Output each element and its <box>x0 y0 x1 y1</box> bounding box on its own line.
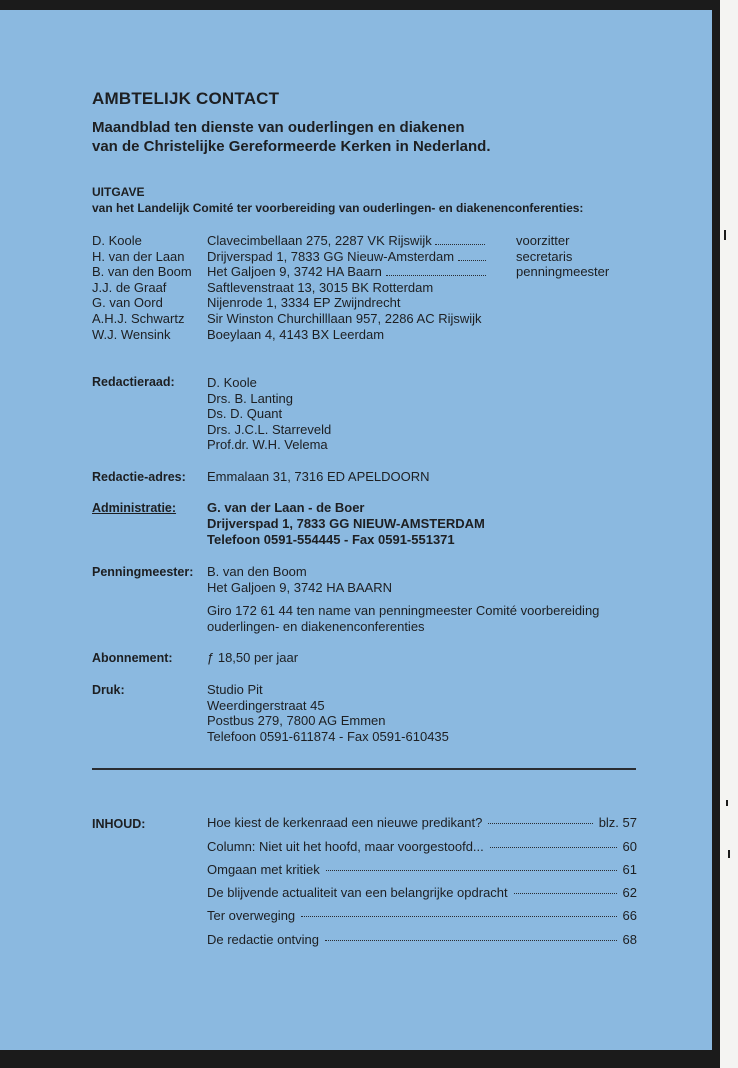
toc-entry-title: Column: Niet uit het hoofd, maar voorgestoofd... <box>207 839 484 854</box>
toc-entry-page: 62 <box>622 885 637 900</box>
toc-entry-page: 68 <box>622 932 637 947</box>
board-addresses <box>207 233 486 342</box>
board-names <box>92 233 192 342</box>
treasurer-details <box>207 564 392 595</box>
subtitle-line-1: Maandblad ten dienste van ouderlingen en diakenen <box>92 119 465 136</box>
subscription-price: ƒ 18,50 per jaar <box>207 650 299 665</box>
board-address-row: Sir Winston Churchilllaan 957, 2286 AC Rijswijk <box>207 310 482 326</box>
board-address-row: Boeylaan 4, 4143 BX Leerdam <box>207 326 385 342</box>
leader-dots <box>488 823 592 824</box>
toc-entry-title: Hoe kiest de kerkenraad een nieuwe predikant? <box>207 815 483 830</box>
scan-border-right <box>712 0 720 1068</box>
printer-label: Druk: <box>92 683 125 697</box>
board-name: G. van Oord <box>92 295 163 311</box>
board-address-row <box>207 233 486 249</box>
toc-entry[interactable] <box>207 932 637 952</box>
treasurer-line: B. van den Boom <box>207 564 307 579</box>
leader-dots <box>326 870 617 871</box>
board-name: B. van den Boom <box>92 264 192 280</box>
magazine-title: AMBTELIJK CONTACT <box>92 89 280 108</box>
subtitle-line-2: van de Christelijke Gereformeerde Kerken in Nederland. <box>92 138 491 155</box>
leader-dots <box>386 266 486 276</box>
publisher-text: van het Landelijk Comité ter voorbereiding van ouderlingen- en diakenenconferenties: <box>92 201 584 215</box>
leader-dots <box>514 893 617 894</box>
publisher-heading: UITGAVE <box>92 185 145 199</box>
toc-entry-title: Omgaan met kritiek <box>207 862 320 877</box>
editorial-address: Emmalaan 31, 7316 ED APELDOORN <box>207 469 430 484</box>
scan-border-bottom <box>0 1050 720 1068</box>
treasurer-label: Penningmeester: <box>92 565 194 579</box>
printer-line: Studio Pit <box>207 682 263 697</box>
board-address-row <box>207 264 486 280</box>
editorial-address-label: Redactie-adres: <box>92 470 186 484</box>
leader-dots <box>458 251 486 261</box>
board-address: Drijverspad 1, 7833 GG Nieuw-Amsterdam <box>207 248 455 264</box>
editorial-board-members <box>207 375 331 453</box>
toc-entry-page: 60 <box>622 839 637 854</box>
scan-border-top <box>0 0 720 10</box>
leader-dots <box>325 940 617 941</box>
giro-line: Giro 172 61 44 ten name van penningmeester Comité voorbereiding <box>207 603 600 618</box>
administration-details <box>207 500 485 548</box>
toc-entry-title: De blijvende actualiteit van een belangrijke opdracht <box>207 885 508 900</box>
board-role: penningmeester <box>516 264 610 280</box>
board-address: Het Galjoen 9, 3742 HA Baarn <box>207 264 382 280</box>
leader-dots <box>490 847 617 848</box>
editorial-member: Ds. D. Quant <box>207 406 283 422</box>
administration-line: Drijverspad 1, 7833 GG NIEUW-AMSTERDAM <box>207 516 485 531</box>
treasurer-line: Het Galjoen 9, 3742 HA BAARN <box>207 579 392 595</box>
editorial-board-label: Redactieraad: <box>92 375 175 389</box>
scan-mark <box>728 850 730 858</box>
printer-line: Postbus 279, 7800 AG Emmen <box>207 713 386 729</box>
board-roles <box>516 233 609 280</box>
toc-entry[interactable] <box>207 862 637 882</box>
toc-entry[interactable] <box>207 885 637 905</box>
magazine-subtitle <box>92 118 490 156</box>
editorial-member: D. Koole <box>207 375 257 390</box>
contents-label: INHOUD: <box>92 817 146 831</box>
toc-entry[interactable] <box>207 908 637 928</box>
printer-line: Telefoon 0591-611874 - Fax 0591-610435 <box>207 728 449 744</box>
board-address-row <box>207 249 486 265</box>
board-name: J.J. de Graaf <box>92 279 167 295</box>
board-address-row: Nijenrode 1, 3334 EP Zwijndrecht <box>207 295 401 311</box>
toc-entry-title: De redactie ontving <box>207 932 320 947</box>
board-name: H. van der Laan <box>92 248 185 264</box>
leader-dots <box>435 235 485 245</box>
editorial-member: Drs. J.C.L. Starreveld <box>207 421 332 437</box>
toc-entry-title: Ter overweging <box>207 908 296 923</box>
board-address: Clavecimbellaan 275, 2287 VK Rijswijk <box>207 233 432 248</box>
printer-details <box>207 682 449 744</box>
board-name: W.J. Wensink <box>92 326 171 342</box>
board-address-row: Saftlevenstraat 13, 3015 BK Rotterdam <box>207 279 434 295</box>
toc-entry-page: 66 <box>622 908 637 923</box>
scan-mark <box>724 230 726 240</box>
toc-entry[interactable] <box>207 815 637 835</box>
administration-line: Telefoon 0591-554445 - Fax 0591-551371 <box>207 532 455 547</box>
administration-line: G. van der Laan - de Boer <box>207 500 365 515</box>
publisher-block <box>92 184 583 216</box>
board-name: D. Koole <box>92 233 142 248</box>
administration-label: Administratie: <box>92 501 177 515</box>
leader-dots <box>301 916 616 917</box>
subscription-label: Abonnement: <box>92 651 173 665</box>
printer-line: Weerdingerstraat 45 <box>207 697 325 713</box>
board-role: voorzitter <box>516 233 570 248</box>
editorial-member: Prof.dr. W.H. Velema <box>207 437 328 453</box>
giro-line: ouderlingen- en diakenenconferenties <box>207 618 425 634</box>
toc-entry-page: blz. 57 <box>598 815 637 830</box>
editorial-member: Drs. B. Lanting <box>207 390 293 406</box>
giro-details <box>207 603 599 634</box>
board-role: secretaris <box>516 248 573 264</box>
toc-entry-page: 61 <box>622 862 637 877</box>
toc-entry[interactable] <box>207 839 637 859</box>
scan-mark <box>726 800 728 806</box>
board-name: A.H.J. Schwartz <box>92 310 185 326</box>
section-divider <box>92 768 636 770</box>
